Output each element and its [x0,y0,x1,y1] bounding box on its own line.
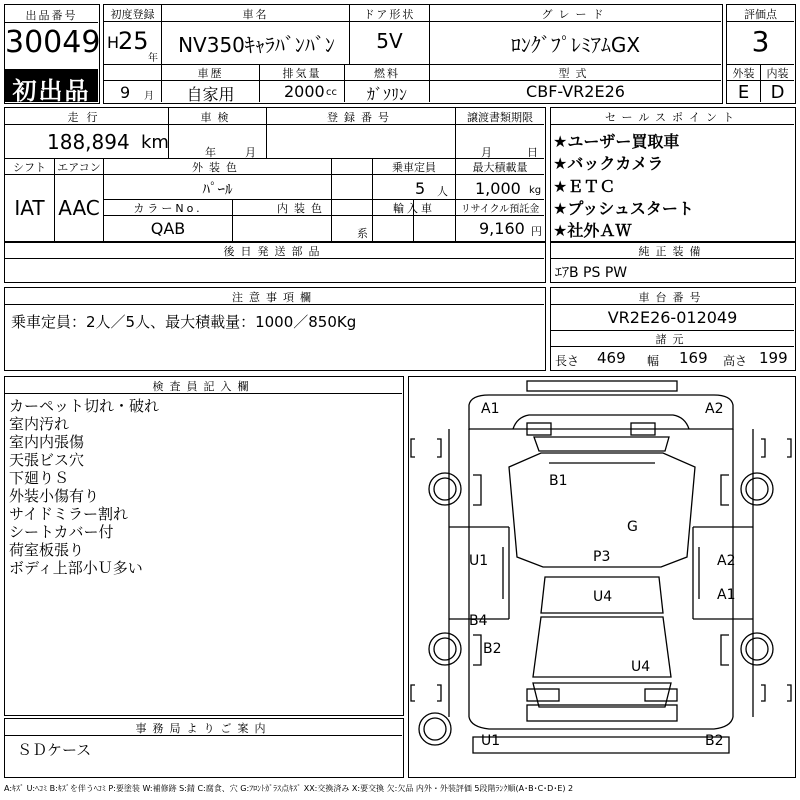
equipment-label: 純正装備 [638,245,707,258]
mileage-value: 188,894 [47,130,130,154]
recycle-unit: 円 [531,225,542,238]
mark-rear-right: B2 [705,733,724,749]
lot-box [4,4,100,104]
inspector-line-6: 外装小傷有り [9,487,100,505]
height-label: 高さ [723,354,748,368]
ext-rating-label: 外装 [732,67,755,80]
inspector-label: 検査員記入欄 [152,380,255,393]
notes-label: 注意事項欄 [232,291,317,304]
ext-color-label: 外装色 [192,161,243,174]
mark-hood: B1 [549,473,568,489]
car-name-label: 車名 [242,8,269,21]
sales-points-label: セールスポイント [604,111,740,124]
inspector-line-3: 室内内張傷 [9,433,85,451]
int-rating-value: D [770,82,785,103]
mark-rear-left: U1 [481,733,501,749]
mark-roof-rear: U4 [631,659,651,675]
color-no-label: カラーNo. [133,202,203,215]
width-value: 169 [679,349,708,367]
inspector-line-9: 荷室板張り [9,541,85,559]
inspector-line-5: 下廻りＳ [9,469,70,487]
legend-text: A:ｷｽﾞ U:ﾍｺﾐ B:ｷｽﾞを伴うﾍｺﾐ P:要塗装 W:補修跡 S:錆 C:腐食、穴 G:ﾌﾛﾝﾄｶﾞﾗｽ点ｷｽﾞ XX:交換済み X:要交換 欠:欠品 内外・外装評価 5段階ﾗﾝｸ順(A･B･C･D･E) 2 [4,784,574,793]
length-value: 469 [597,349,626,367]
recycle-value: 9,160 [479,219,525,238]
history-label: 車歴 [197,67,224,80]
later-parts-label: 後日発送部品 [223,245,326,258]
first-reg-year-unit: 年 [148,53,158,64]
sales-point-1: ★ユーザー買取車 [553,132,680,151]
inspector-line-4: 天張ビス穴 [9,451,85,469]
capacity-unit: 人 [437,185,448,198]
capacity-value: 5 [415,179,426,198]
width-label: 幅 [647,354,660,368]
inspection-label: 車検 [200,111,235,124]
main-info-box [103,4,723,104]
sales-point-5: ★社外ＡＷ [553,221,632,240]
mark-left-rear-quarter: B2 [483,641,502,657]
fuel-value: ｶﾞｿﾘﾝ [366,85,407,104]
vehicle-outline [409,377,794,776]
mark-roof-front: P3 [593,549,611,565]
first-reg-year: 25 [118,27,149,55]
displacement-unit: cc [326,87,337,98]
grade-label: グレード [541,8,610,21]
mileage-unit: km [141,132,169,153]
equipment-box [550,241,796,283]
rating-value: 3 [751,25,770,58]
int-color-unit: 系 [357,227,368,240]
shift-label: シフト [13,161,46,174]
sales-point-4: ★プッシュスタート [553,199,694,218]
first-reg-label: 初度登録 [110,8,155,21]
first-reg-month-unit: 月 [144,91,154,102]
mark-roof-mid: U4 [593,589,613,605]
first-listing-badge: 初出品 [5,69,98,102]
office-value: ＳＤケース [17,741,92,759]
inspector-box [4,376,404,716]
mileage-label: 走行 [67,111,106,124]
door-value: 5V [376,29,403,53]
fuel-label: 燃料 [374,67,400,80]
sales-point-3: ★ＥＴＣ [553,177,616,196]
inspection-month-unit: 月 [245,146,256,159]
aircon-value: AAC [58,196,100,220]
color-no-value: QAB [150,219,186,238]
height-value: 199 [759,349,788,367]
ext-color-value: ﾊﾟｰﾙ [202,180,233,198]
max-load-value: 1,000 [475,179,521,198]
inspector-line-1: カーペット切れ・破れ [9,397,160,415]
door-label: ドア形状 [363,8,416,21]
displacement-label: 排気量 [282,67,322,80]
recycle-label: リサイクル預託金 [460,204,540,215]
rating-box [726,4,796,104]
ext-rating-value: E [737,82,750,103]
office-label: 事務局よりご案内 [135,722,272,735]
chassis-value: VR2E26-012049 [607,308,738,327]
int-rating-label: 内装 [766,67,789,80]
grade-value: ﾛﾝｸﾞﾌﾟﾚﾐｱﾑGX [510,33,641,57]
first-reg-era: H [107,33,120,52]
rating-label: 評価点 [744,8,777,21]
vehicle-diagram [408,376,796,778]
later-parts-box [4,241,546,283]
transfer-month-unit: 月 [481,146,492,159]
chassis-box [550,287,796,371]
max-load-label: 最大積載量 [472,161,528,174]
length-label: 長さ [555,354,580,368]
transfer-label: 譲渡書類期限 [467,111,533,124]
inspection-year-unit: 年 [205,146,216,159]
transfer-day-unit: 日 [527,146,538,159]
capacity-label: 乗車定員 [392,161,436,174]
int-color-label: 内装色 [277,202,328,215]
notes-box [4,287,546,371]
first-reg-month: 9 [120,83,131,102]
mark-left-door: U1 [469,553,489,569]
chassis-label: 車台番号 [638,291,707,304]
notes-value: 乗車定員：2人／5人、最大積載量：1000／850Kg [11,313,357,331]
max-load-unit: kg [529,185,542,196]
sales-point-2: ★バックカメラ [553,154,664,173]
lot-number: 30049 [5,25,101,60]
displacement-value: 2000 [284,82,325,101]
vehicle-details-box [4,107,546,243]
equipment-value: ｴｱB PS PW [555,265,628,281]
inspector-line-8: シートカバー付 [9,523,114,541]
aircon-label: エアコン [57,161,101,174]
history-value: 自家用 [186,85,235,104]
mark-left-rear-door: B4 [469,613,488,629]
sales-points-box [550,107,796,243]
inspector-line-2: 室内汚れ [9,415,70,433]
dims-label: 諸元 [655,333,690,346]
mark-right-door: A2 [717,553,736,569]
model-label: 型式 [558,67,593,80]
import-label: 輸入車 [393,202,435,215]
inspector-line-7: サイドミラー割れ [9,505,128,523]
model-value: CBF-VR2E26 [526,82,625,101]
mark-front-right: A2 [705,401,724,417]
lot-label: 出品番号 [25,9,78,22]
car-name-value: NV350ｷｬﾗﾊﾞﾝﾊﾞﾝ [178,33,335,57]
mark-windshield: G [627,519,638,535]
mark-front-left: A1 [481,401,500,417]
reg-no-label: 登録番号 [327,111,395,124]
inspector-line-10: ボディ上部小Ｕ多い [9,559,143,577]
office-box [4,718,404,778]
shift-value: IAT [14,196,45,220]
mark-right-rear-door: A1 [717,587,736,603]
